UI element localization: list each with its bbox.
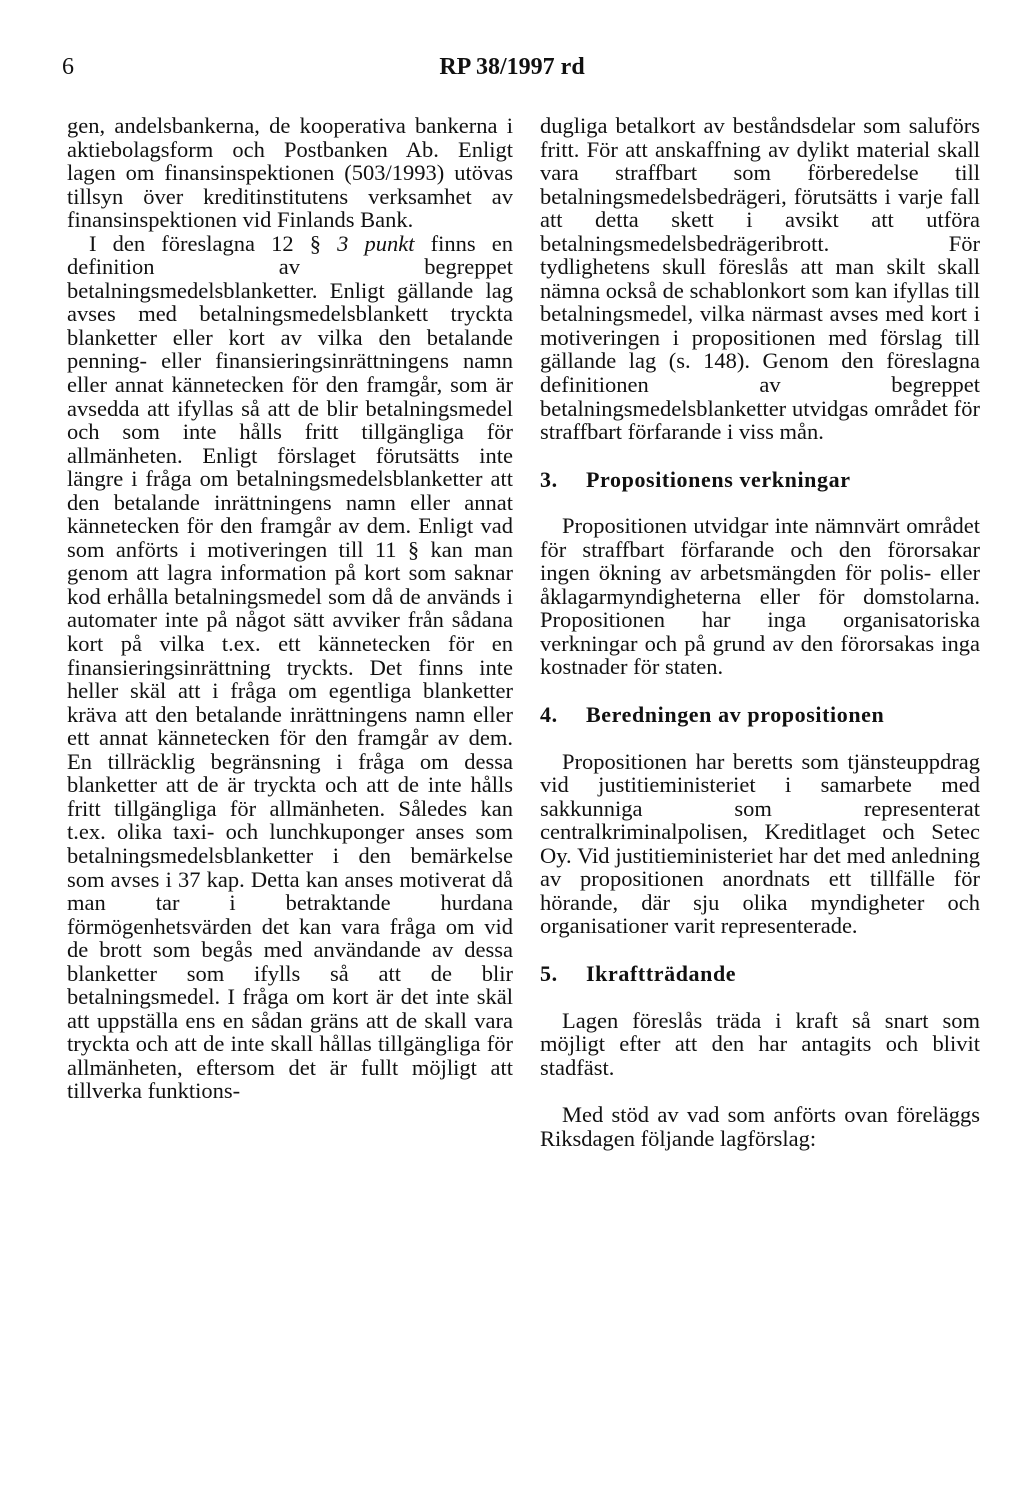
section-title: Beredningen av propositionen <box>586 702 885 728</box>
closing-paragraph: Med stöd av vad som anförts ovan föreläggs Riksdagen följande lagförslag: <box>540 1102 980 1151</box>
paragraph: Lagen föreslås träda i kraft så snart som möjligt efter att den har antagits och blivit stadfäst. <box>540 1007 980 1080</box>
paragraph <box>67 232 513 1103</box>
section-number: 3. <box>540 466 558 492</box>
section-number: 5. <box>540 960 558 986</box>
section-title: Ikraftträdande <box>586 960 737 986</box>
section-heading <box>540 468 980 492</box>
paragraph: dugliga betalkort av beståndsdelar som saluförs fritt. För att anskaffning av dylikt material skall vara straffbart som förberedelse till betalningsmedelsbedrägeri, förutsätts i varje fall att detta skett i avsikt att utföra betalningsmedelsbedrägeribrott. För tydlighetens skull föreslås att man skilt skall nämna också de schablonkort som kan ifyllas till betalningsmedel, vilka närmast avses med kort i motiveringen i propositionen med förslag till gällande lag (s. 148). Genom den föreslagna definitionen av begreppet betalningsmedelsblanketter utvidgas området för straffbart förfarande i viss mån. <box>540 113 980 445</box>
paragraph: Propositionen utvidgar inte nämnvärt området för straffbart förfarande och den förorsakar ingen ökning av arbetsmängden för polis- eller åklagarmyndigheterna eller för domstolarna. Propositionen har inga organisatoriska verkningar och på grund av den förorsakas inga kostnader för staten. <box>540 513 980 680</box>
page-number: 6 <box>62 54 74 80</box>
paragraph: Propositionen har beretts som tjänsteuppdrag vid justitieministeriet i samarbete med sakkunniga som representerat centralkriminalpolisen, Kreditlaget och Setec Oy. Vid justitieministeriet har det med anledning av propositionen anordnats ett tillfälle för hörande, där sju olika myndigheter och organisationer varit representerade. <box>540 748 980 939</box>
running-head: RP 38/1997 rd <box>439 54 585 80</box>
section-number: 4. <box>540 702 558 728</box>
italic-reference: 3 punkt <box>337 230 415 256</box>
section-heading <box>540 962 980 986</box>
paragraph: gen, andelsbankerna, de kooperativa bankerna i aktiebolagsform och Postbanken Ab. Enligt lagen om finansinspektionen (503/1993) utövas tillsyn över kreditinstitutens verksamhet av finansinspektionen vid Finlands Bank. <box>67 113 513 233</box>
right-column <box>540 114 980 1150</box>
paragraph-text: finns en definition av begreppet betalningsmedelsblanketter. Enligt gällande lag avses med betalningsmedelsblankett tryckta blanketter eller kort av vilka den betalande penning- eller finansieringsinrättningens namn eller annat kännetecken för den framgår, som är avsedda att ifyllas så att de blir betalningsmedel och som inte hålls fritt tillgängliga för allmänheten. Enligt förslaget förutsätts inte längre i fråga om betalningsmedelsblanketter att den betalande inrättningens namn eller annat kännetecken för den framgår av dem. Enligt vad som anförts i motiveringen till 11 § kan man genom att lagra information på kort som saknar kod erhålla betalningsmedel som då de används i automater inte på något sätt avviker från sådana kort på vilka t.ex. ett kännetecken för en finansieringsinrättning tryckts. Det finns inte heller skäl att i fråga om egentliga blanketter kräva att den betalande inrättningens namn eller ett annat kännetecken för den framgår av dem. En tillräcklig begränsning i fråga om dessa blanketter att de är tryckta och att de inte hålls fritt tillgängliga för allmänheten. Således kan t.ex. olika taxi- och lunchkuponger anses som betalningsmedelsblanketter i den bemärkelse som avses i 37 kap. Detta kan anses motiverat då man tar i betraktande hurdana förmögenhetsvärden det kan vara fråga om vid de brott som begås med användande av dessa blanketter som ifylls så att de blir betalningsmedel. I fråga om kort är det inte skäl att uppställa ens en sådan gräns att de skall vara tryckta och att de inte skall hållas tillgängliga för allmänheten, eftersom det är fullt möjligt att tillverka funktions- <box>67 230 513 1104</box>
section-heading <box>540 703 980 727</box>
paragraph-text: I den föreslagna 12 § <box>89 230 338 256</box>
left-column <box>67 114 513 1103</box>
section-title: Propositionens verkningar <box>586 466 851 492</box>
